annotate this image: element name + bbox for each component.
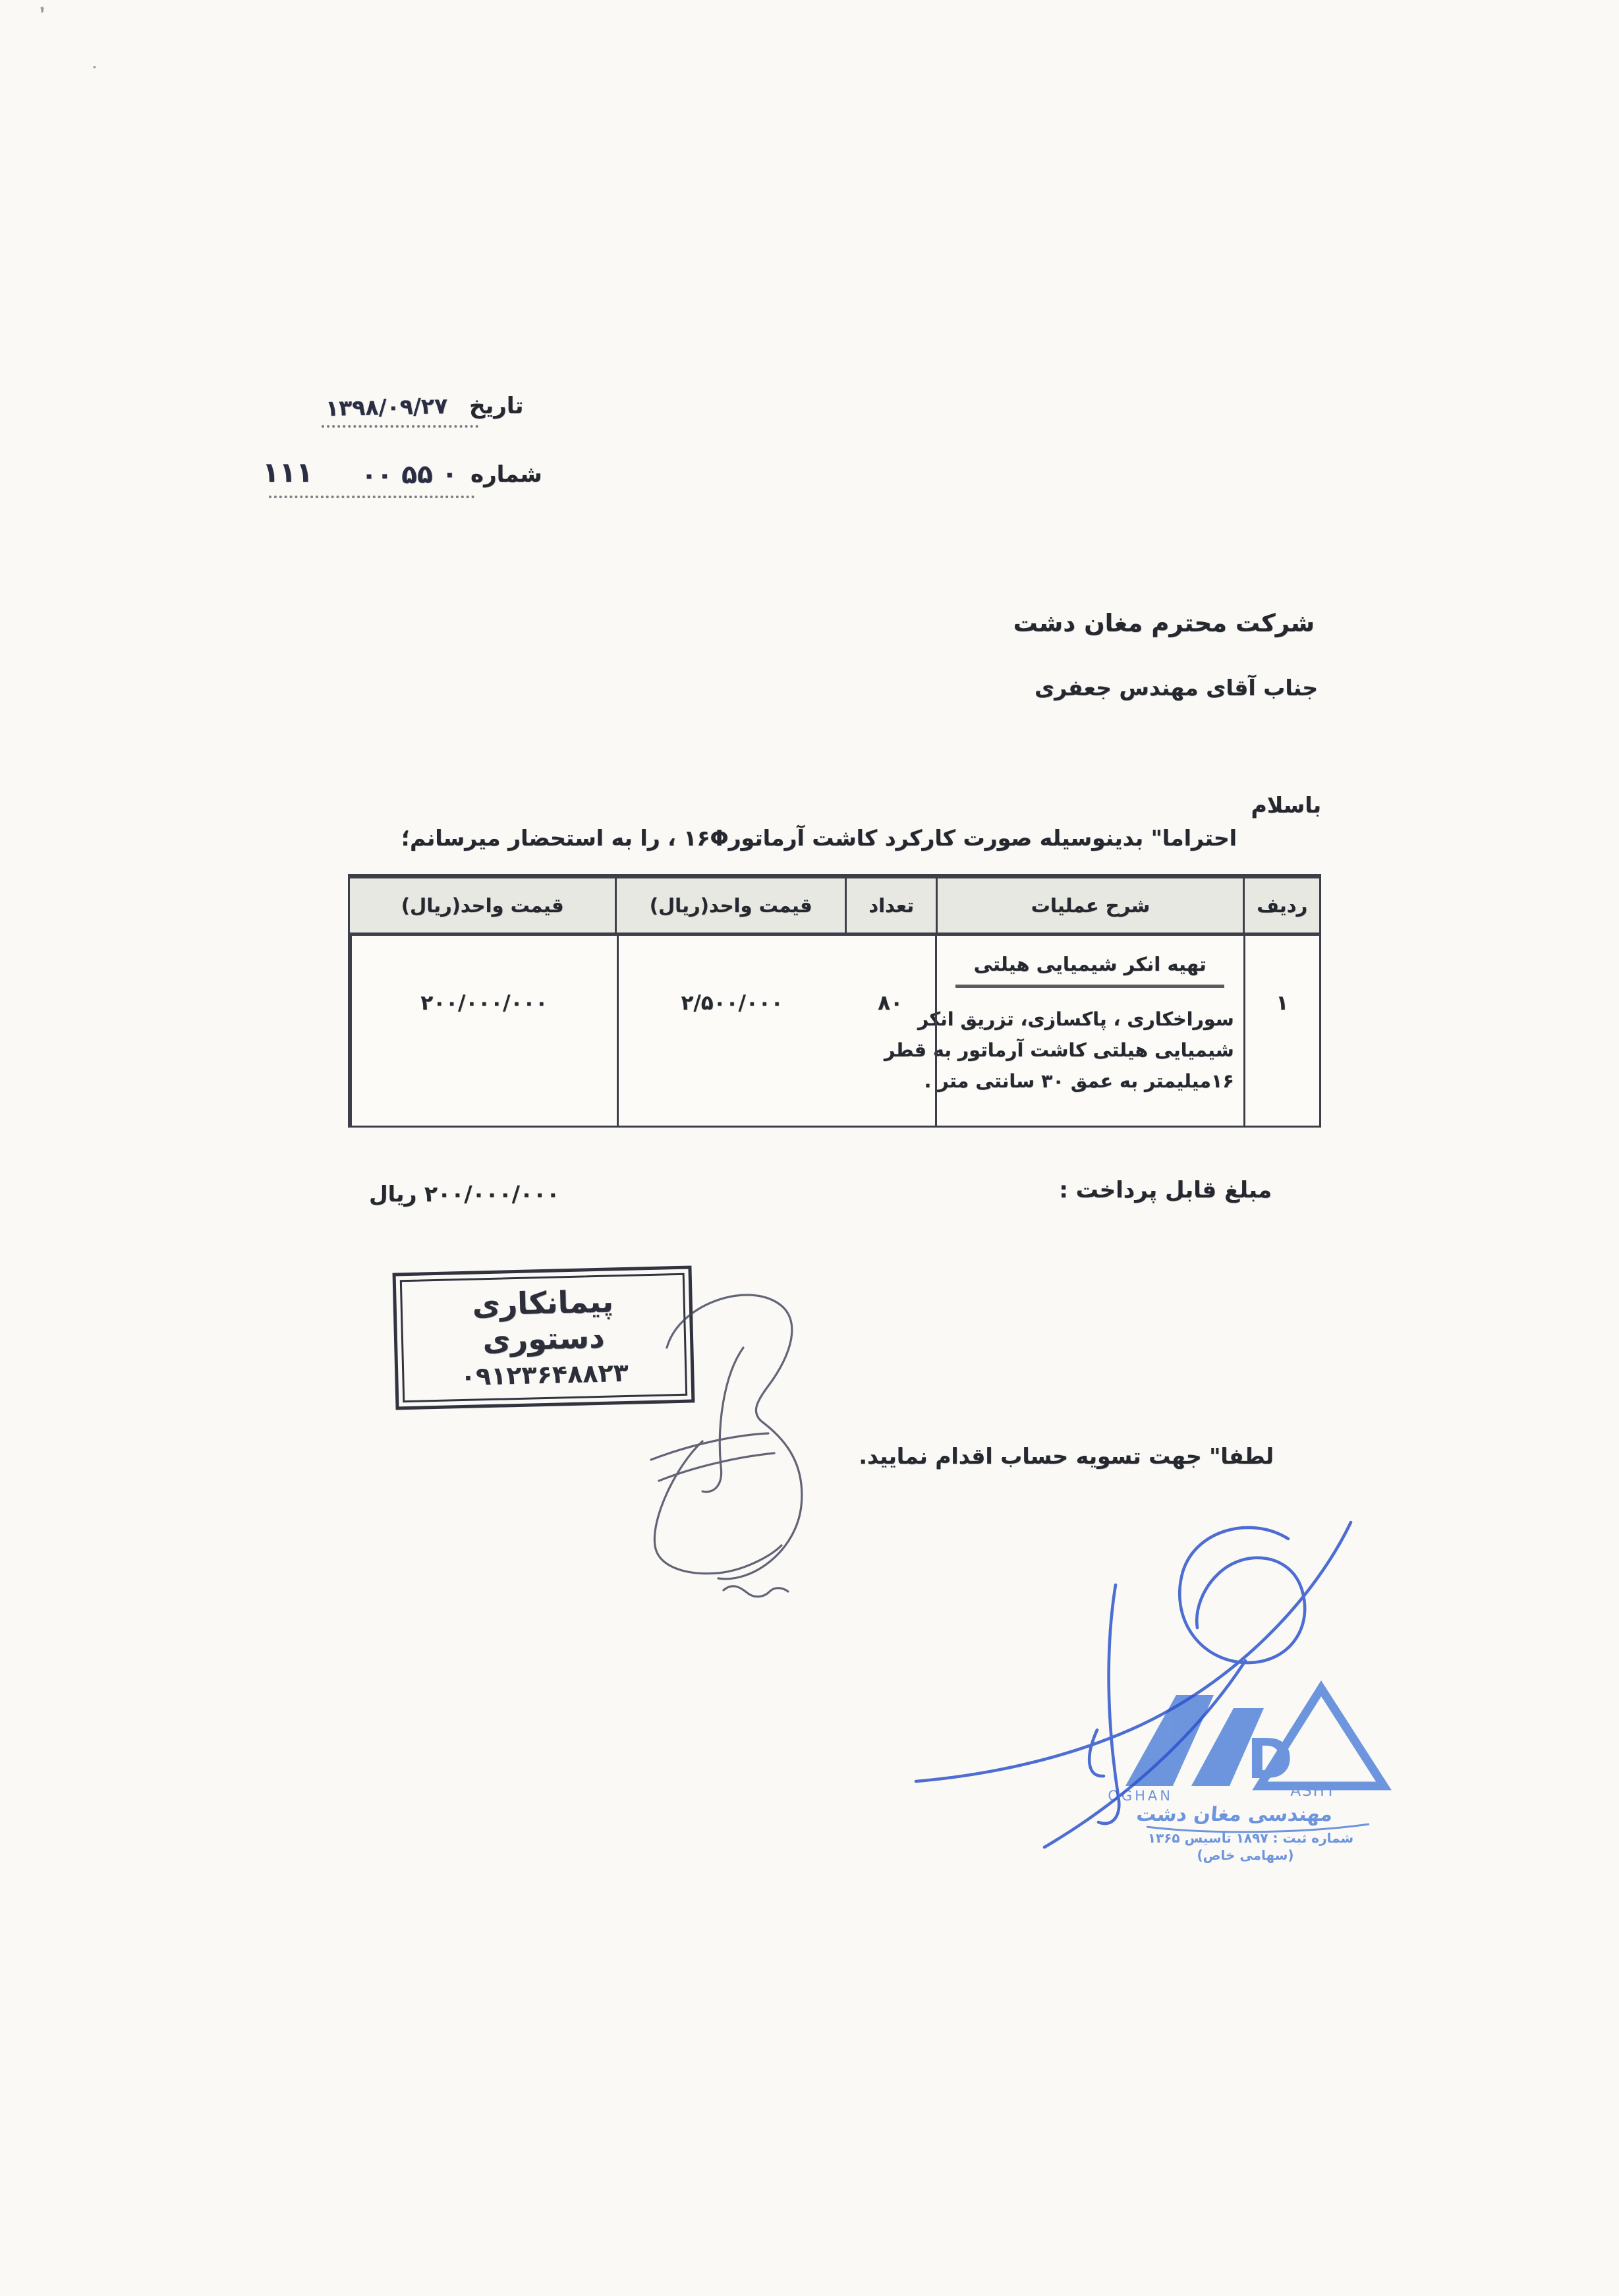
number-label: شماره	[470, 461, 542, 488]
header-row-number: ردیف	[1257, 894, 1308, 917]
recipient-person: جناب آقای مهندس جعفری	[1034, 675, 1318, 701]
scan-speck: ’	[38, 3, 51, 24]
payable-label: مبلغ قابل پرداخت :	[1059, 1177, 1272, 1203]
stamp-company-type: (سهامی خاص)	[1197, 1847, 1294, 1863]
number-dotted-line	[269, 496, 474, 498]
table-row	[350, 936, 1319, 1126]
phi-diameter-value: ۱۶Φ	[683, 825, 729, 851]
contractor-stamp-phone: ۰۹۱۲۳۶۴۸۸۲۳	[460, 1358, 629, 1392]
date-dotted-line	[322, 425, 478, 428]
stamp-letter-d: D	[1247, 1727, 1293, 1791]
description-line: شیمیایی هیلتی کاشت آرماتور به قطر	[884, 1039, 1234, 1061]
header-quantity: تعداد	[847, 878, 938, 933]
header-description: شرح عملیات	[938, 878, 1245, 933]
intro-text-before: احتراما" بدینوسیله صورت کارکرد کاشت آرماتور	[728, 825, 1237, 851]
number-value-left: ۱۱۱	[262, 456, 313, 488]
blue-pen-signature	[893, 1512, 1374, 1881]
payable-amount: ۲۰۰/۰۰۰/۰۰۰ ریال	[369, 1181, 560, 1207]
recipient-company: شرکت محترم مغان دشت	[1013, 609, 1315, 637]
stamp-latin-oghan: OGHAN	[1108, 1788, 1173, 1804]
scan-speck: ·	[92, 61, 97, 74]
intro-text-after: ، را به استحضار میرسانم؛	[401, 825, 676, 851]
table-header-row	[350, 878, 1319, 936]
cell-total-price: ۲۰۰/۰۰۰/۰۰۰	[350, 936, 617, 1126]
stamp-registration: شماره ثبت : ۱۸۹۷ تاسیس ۱۳۶۵	[1147, 1830, 1354, 1846]
work-statement-table	[348, 874, 1321, 1128]
stamp-script-name: مهندسی مغان دشت	[1135, 1803, 1334, 1826]
header-unit-price: قیمت واحد(ریال)	[617, 878, 847, 933]
description-line: ۱۶میلیمتر به عمق ۳۰ سانتی متر .	[924, 1070, 1234, 1092]
salutation: باسلام	[1251, 792, 1321, 818]
header-total-price: قیمت واحد(ریال)	[350, 878, 617, 933]
black-pen-signature	[639, 1269, 850, 1605]
description-divider	[955, 985, 1224, 988]
number-value-main: ۰۰ ۵۵ ۰	[360, 459, 458, 491]
description-line: سوراخکاری ، پاکسازی، تزریق انکر	[917, 1008, 1234, 1030]
date-label: تاریخ	[469, 393, 524, 419]
description-title: تهیه انکر شیمیایی هیلتی	[973, 953, 1207, 975]
stamp-latin-asht: ASHT	[1290, 1783, 1336, 1800]
intro-line	[401, 825, 1237, 851]
cell-unit-price: ۲/۵۰۰/۰۰۰	[617, 936, 846, 1126]
cell-quantity: ۸۰	[845, 936, 936, 1126]
cell-row-number: ۱	[1276, 991, 1289, 1015]
contractor-stamp-title: پیمانکاری دستوری	[472, 1283, 614, 1358]
closing-line: لطفا" جهت تسویه حساب اقدام نمایید.	[859, 1443, 1274, 1469]
date-value: ۱۳۹۸/۰۹/۲۷	[325, 393, 448, 421]
